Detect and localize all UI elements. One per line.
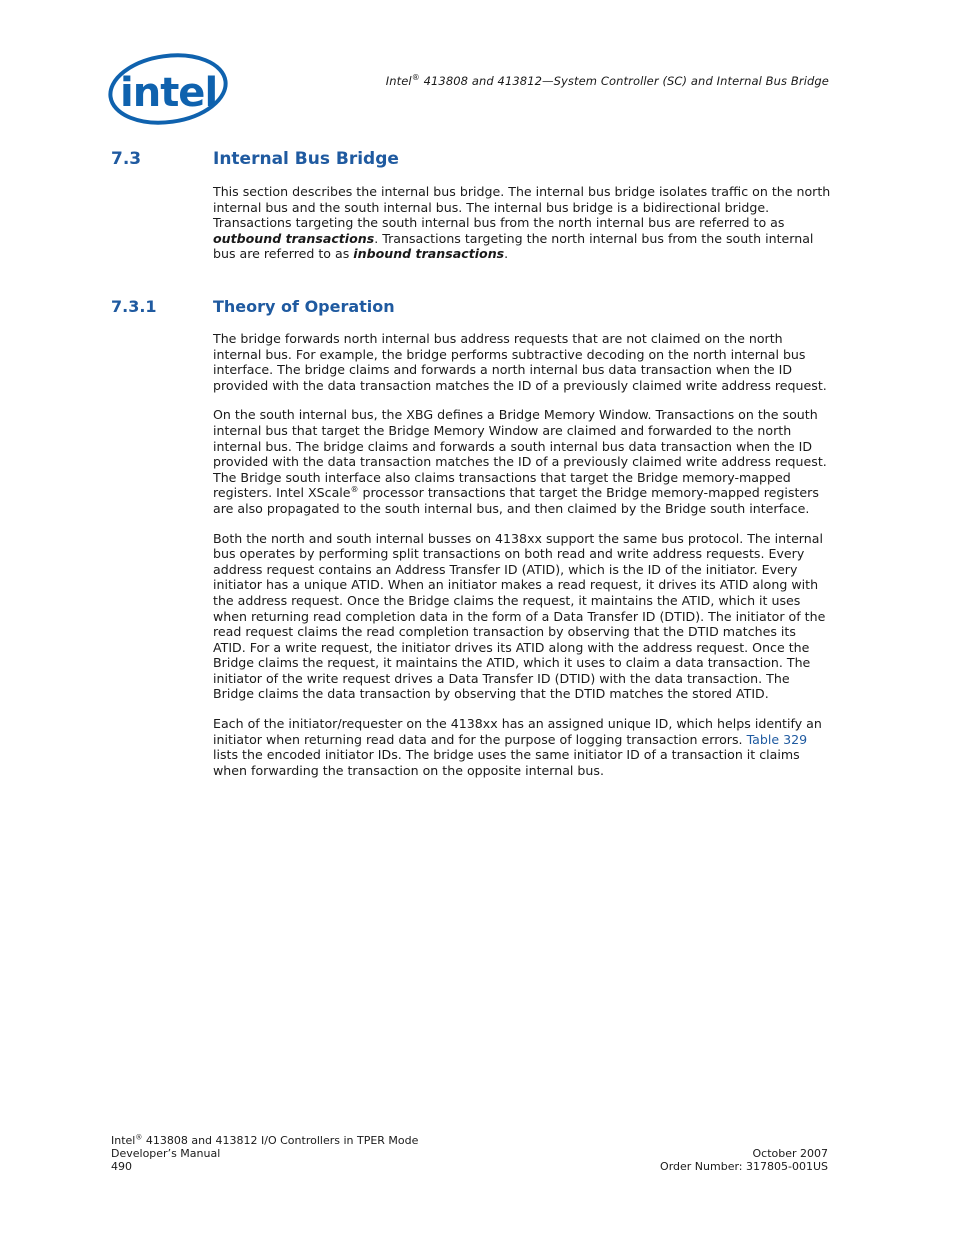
paragraph-1: The bridge forwards north internal bus address requests that are not claimed on the north internal bus. For example, the bridge performs subtractive decoding on the north internal bus interface. The bridge claims and forwards a north internal bus data transaction when the ID provided with the data transaction matches the ID of a previously claimed write address request. [213,331,827,393]
footer-doc-title: Intel® 413808 and 413812 I/O Controllers in TPER Mode [111,1133,419,1147]
footer-doc-type: Developer’s Manual [111,1147,221,1160]
footer-date: October 2007 [752,1147,828,1160]
paragraph-3: Both the north and south internal busses on 4138xx support the same bus protocol. The internal bus operates by performing split transactions on both read and write address requests. Every address request contains an Address Transfer ID (ATID), which is the ID of the initiator. Every initiator has a unique ATID. When an initiator makes a read request, it drives its ATID along with the address request. Once the Bridge claims the request, it maintains the ATID, which it uses when returning read completion data in the form of a Data Transfer ID (DTID). The initiator of the read request claims the read completion transaction by observing that the DTID matches its ATID. For a write request, the initiator drives its ATID along with the address request. Once the Bridge claims the request, it maintains the ATID, which it uses to claim a data transaction. The initiator of the write request drives a Data Transfer ID (DTID) with the data transaction. The Bridge claims the data transaction by observing that the DTID matches the stored ATID. [213,530,826,702]
logo-wordmark: intel [120,70,218,116]
footer-order-number: Order Number: 317805-001US [660,1160,828,1173]
paragraph-4: Each of the initiator/requester on the 4138xx has an assigned unique ID, which helps identify an initiator when returning read data and for the purpose of logging transaction errors. Table 329 lists the encoded initiator IDs. The bridge uses the same initiator ID of a transaction it claims when forwarding the transaction on the opposite internal bus. [213,716,822,778]
subsection-title: Theory of Operation [213,297,395,316]
running-header: Intel® 413808 and 413812—System Controller (SC) and Internal Bus Bridge [385,73,829,88]
table-329-link[interactable]: Table 329 [746,731,808,747]
intel-logo [106,50,230,130]
subsection-number: 7.3.1 [111,297,157,316]
section-intro [213,184,831,276]
section-title: Internal Bus Bridge [213,149,399,169]
footer-left [111,1134,418,1173]
theory-body [213,331,831,792]
paragraph-2: On the south internal bus, the XBG defines a Bridge Memory Window. Transactions on the south internal bus that target the Bridge Memory Window are claimed and forwarded to the north internal bus. The bridge claims and forwards a south internal bus data transaction when the ID provided with the data transaction matches the ID of a previously claimed write address request. The Bridge south interface also claims transactions that target the Bridge memory-mapped registers. Intel XScale® processor transactions that target the Bridge memory-mapped registers are also propagated to the south internal bus, and then claimed by the Bridge south interface. [213,407,827,516]
term-outbound: outbound transactions [213,230,375,246]
section-number: 7.3 [111,149,142,169]
page-number: 490 [111,1160,132,1173]
term-inbound: inbound transactions [353,246,505,262]
intro-paragraph: This section describes the internal bus bridge. The internal bus bridge isolates traffic on the north internal bus and the south internal bus. The internal bus bridge is a bidirectional bridge. Transactions targeting the south internal bus from the north internal bus are referred to as outbound transactions. Transactions targeting the north internal bus from the south internal bus are referred to as inbound transactions. [213,184,831,262]
footer-right [660,1147,828,1173]
